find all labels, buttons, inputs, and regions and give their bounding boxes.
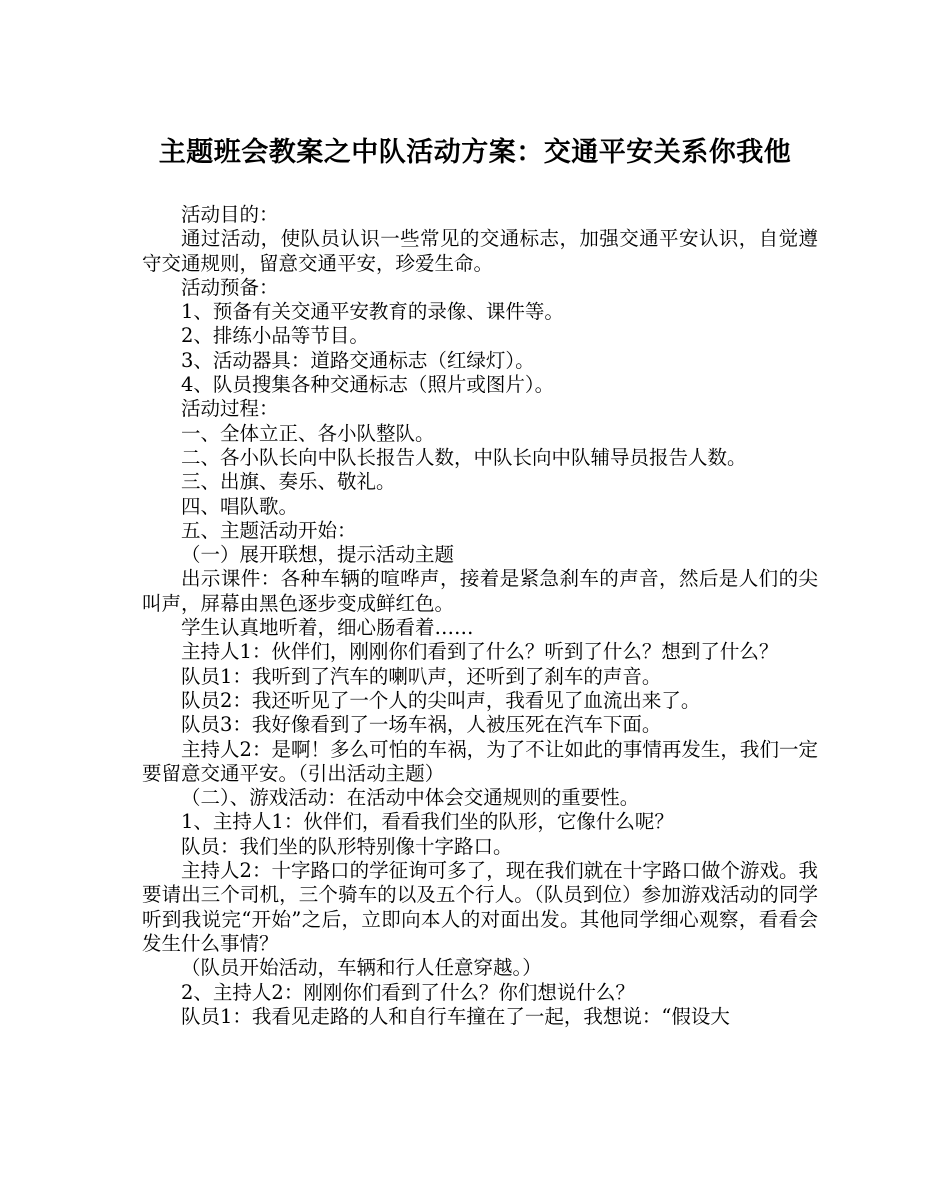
paragraph: 队员：我们坐的队形特别像十字路口。 <box>181 834 513 858</box>
paragraph: 活动过程： <box>181 397 279 421</box>
paragraph: 主持人2：十字路口的学征询可多了，现在我们就在十字路口做个游戏。我要请出三个司机，三个骑车的以及五个行人。（队员到位）参加游戏活动的同学听到我说完“开始”之后，立即向本人的对面出发。其他同学细心观察，看看会发生什么事情？ <box>142 859 818 955</box>
paragraph: （二）、游戏活动：在活动中体会交通规则的重要性。 <box>181 786 640 810</box>
paragraph: 2、主持人2：刚刚你们看到了什么？你们想说什么？ <box>181 980 635 1004</box>
paragraph: 1、预备有关交通平安教育的录像、课件等。 <box>181 300 564 324</box>
paragraph: 活动目的： <box>181 203 279 226</box>
paragraph: 4、队员搜集各种交通标志（照片或图片）。 <box>181 373 555 397</box>
paragraph: 主持人1：伙伴们，刚刚你们看到了什么？听到了什么？想到了什么？ <box>181 640 779 664</box>
paragraph: 主持人2：是啊！多么可怕的车祸，为了不让如此的事情再发生，我们一定要留意交通平安。（引出活动主题） <box>142 737 818 785</box>
paragraph: （一）展开联想，提示活动主题 <box>181 543 455 567</box>
document-body <box>142 203 818 1029</box>
paragraph: 3、活动器具：道路交通标志（红绿灯）。 <box>181 348 535 372</box>
paragraph: 通过活动，使队员认识一些常见的交通标志，加强交通平安认识，自觉遵守交通规则，留意交通平安，珍爱生命。 <box>142 227 818 275</box>
paragraph: 学生认真地听着，细心肠看着…… <box>181 616 474 640</box>
paragraph: 二、各小队长向中队长报告人数，中队长向中队辅导员报告人数。 <box>181 445 747 469</box>
paragraph: 三、出旗、奏乐、敬礼。 <box>181 470 396 494</box>
paragraph: 队员2：我还听见了一个人的尖叫声，我看见了血流出来了。 <box>181 688 701 712</box>
document-title: 主题班会教案之中队活动方案：交通平安关系你我他 <box>158 137 792 168</box>
paragraph: 出示课件：各种车辆的喧哗声，接着是紧急刹车的声音，然后是人们的尖叫声，屏幕由黑色逐步变成鲜红色。 <box>142 567 818 615</box>
paragraph: 四、唱队歌。 <box>181 494 299 518</box>
paragraph: （队员开始活动，车辆和行人任意穿越。） <box>181 956 542 980</box>
paragraph: 五、主题活动开始： <box>181 518 357 542</box>
paragraph: 活动预备： <box>181 275 279 299</box>
paragraph: 1、主持人1：伙伴们，看看我们坐的队形，它像什么呢？ <box>181 810 674 834</box>
paragraph: 队员1：我听到了汽车的喇叭声，还听到了刹车的声音。 <box>181 664 662 688</box>
paragraph: 队员3：我好像看到了一场车祸，人被压死在汽车下面。 <box>181 713 662 737</box>
paragraph: 队员1：我看见走路的人和自行车撞在了一起，我想说：“假设大 <box>181 1004 730 1028</box>
paragraph: 2、排练小品等节目。 <box>181 324 369 348</box>
paragraph: 一、全体立正、各小队整队。 <box>181 421 435 445</box>
